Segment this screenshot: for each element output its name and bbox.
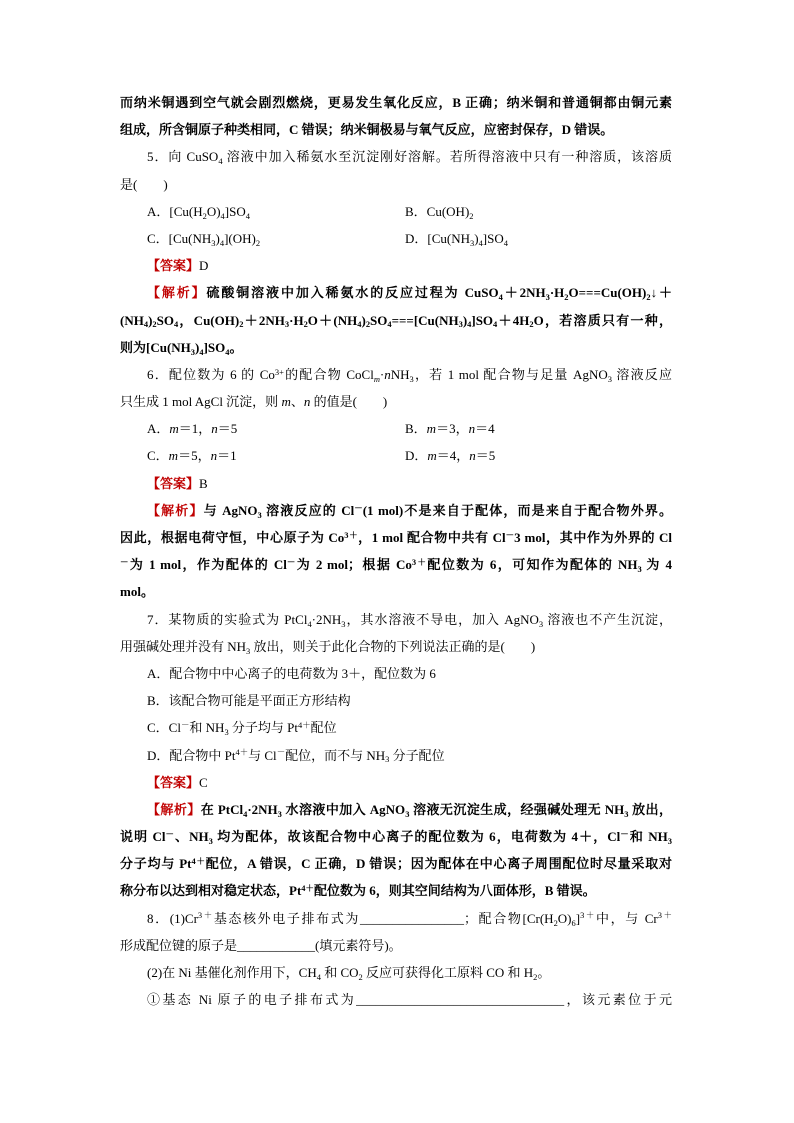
text-run: B: [199, 475, 208, 491]
subscript: 3: [211, 237, 216, 248]
text-run: 在 PtCl: [200, 801, 244, 817]
text-line: [120, 850, 672, 877]
text-run: 说明 Cl: [120, 829, 166, 845]
superscript: 4＋: [298, 720, 311, 731]
text-line: [120, 524, 672, 551]
subscript: 3: [458, 319, 463, 330]
text-run: ＝1，: [178, 421, 212, 437]
superscript: 3＋: [657, 910, 672, 921]
italic-variable: m: [169, 421, 179, 437]
question-stem: [120, 905, 672, 959]
text-line: [120, 252, 672, 279]
text-run: ＋2NH: [502, 285, 546, 301]
italic-variable: m: [168, 448, 179, 464]
text-run: 称分布以达到相对稳定状态，Pt: [120, 883, 302, 899]
text-run: 放出，则关于此化合物的下列说法正确的是( ): [250, 638, 536, 654]
superscript: 4＋: [191, 856, 206, 867]
italic-variable: n: [384, 366, 391, 382]
option-item: [147, 660, 436, 687]
text-run: 配位数为 6，则其空间结构为八面体形，B 错误。: [313, 883, 596, 899]
text-line: [120, 116, 672, 143]
text-run: (2)在 Ni 基催化剂作用下，CH: [147, 965, 317, 980]
superscript: －: [120, 556, 129, 567]
text-run: 、NH: [173, 829, 209, 845]
analysis-paragraph: [120, 796, 672, 905]
superscript: －: [620, 828, 629, 839]
text-run: (1 mol)不是来自于配体，而是来自于配合物外界。: [362, 502, 672, 518]
text-run: SO: [370, 312, 388, 328]
subscript: 3: [624, 808, 629, 819]
text-run: O===Cu(OH): [568, 285, 647, 301]
text-run: ＝4，: [436, 448, 470, 464]
subscript: 4: [173, 319, 179, 330]
text-run: ＝5，: [178, 448, 211, 464]
text-run: 分子均与 Pt: [228, 720, 298, 736]
text-line: [120, 932, 672, 959]
italic-variable: n: [468, 421, 476, 437]
option-list: [120, 660, 672, 769]
text-run: 组成，所含铜原子种类相同，C 错误；纳米铜极易与氧气反应，应密封保存，D 错误。: [120, 122, 614, 138]
text-run: ·H: [289, 312, 304, 328]
subscript: 4: [143, 319, 149, 330]
text-run: 和 NH: [189, 720, 225, 736]
superscript: 3＋: [580, 910, 596, 921]
option-row: [120, 198, 672, 225]
text-run: ): [462, 312, 468, 328]
text-run: 则为[Cu(NH: [120, 339, 191, 355]
analysis-paragraph: [120, 279, 672, 361]
text-run: ，其水溶液不导电，加入 AgNO: [345, 611, 539, 627]
text-line: [120, 497, 672, 524]
subscript: 2: [239, 319, 244, 330]
text-line: [120, 470, 672, 497]
subscript: 2: [365, 319, 371, 330]
subscript: 4: [493, 319, 498, 330]
text-run: ·: [379, 366, 385, 382]
option-list: [120, 198, 672, 252]
text-run: 为 4: [641, 557, 672, 573]
text-run: A．: [147, 421, 170, 437]
subscript: 2: [469, 210, 474, 221]
subscript: 4: [225, 346, 230, 357]
subscript: 3: [246, 645, 251, 656]
text-line: [120, 959, 672, 986]
option-row: [120, 225, 672, 252]
text-run: 反应可获得化工原料 CO 和 H: [362, 965, 534, 980]
subscript: 4: [467, 319, 472, 330]
text-run: ]: [575, 910, 581, 926]
subscript: 3: [224, 727, 229, 738]
text-run: 3 mol，其中作为外界的 Cl: [514, 530, 672, 545]
text-run: ＋2NH: [243, 312, 285, 328]
subscript: 4: [307, 618, 312, 629]
superscript: 4＋: [235, 747, 249, 758]
subscript: 2: [533, 971, 538, 982]
text-run: D．: [405, 448, 428, 464]
text-run: 基态核外电子排布式为________________；配合物[Cr(H: [213, 910, 554, 926]
subscript: 4: [498, 292, 503, 303]
subscript: 3: [409, 373, 414, 384]
subscript: 2: [202, 210, 207, 221]
text-run: 水溶液中加入 AgNO: [281, 801, 406, 817]
italic-variable: n: [211, 421, 218, 437]
text-run: ·2NH: [311, 611, 342, 627]
text-line: [120, 633, 672, 660]
subscript: 3: [607, 373, 612, 384]
text-run: ](OH): [224, 230, 256, 246]
option-item: [405, 198, 474, 225]
text-line: [120, 986, 672, 1013]
option-item: [147, 714, 337, 741]
option-item: [405, 442, 495, 469]
text-run: 形成配位键的原子是____________(填元素符号)。: [120, 937, 402, 953]
subscript: 3: [208, 836, 213, 847]
superscript: 3＋: [197, 910, 214, 921]
text-run: NH: [390, 366, 410, 382]
analysis-paragraph-continued: [120, 89, 672, 143]
text-run: 中，与 Cr: [595, 910, 658, 926]
italic-subscript: m: [373, 373, 380, 384]
text-run: D: [199, 258, 209, 274]
question-part: [120, 959, 672, 986]
text-run: ): [215, 230, 220, 246]
text-run: O): [206, 203, 221, 219]
question-stem: [120, 361, 672, 415]
text-run: C．: [147, 448, 169, 464]
document-page: [120, 89, 672, 1013]
option-item: [147, 415, 405, 442]
text-run: 放出，: [628, 801, 672, 817]
answer-line: [120, 769, 672, 796]
superscript: 3+: [274, 366, 284, 377]
analysis-label: 【解析】: [147, 801, 201, 817]
text-run: 溶液反应的 Cl: [261, 502, 355, 518]
text-run: ]SO: [471, 312, 494, 328]
text-run: 和 CO: [320, 965, 359, 980]
answer-label: 【答案】: [147, 475, 200, 491]
text-line: [120, 334, 672, 361]
text-line: [120, 143, 672, 170]
subscript: 4: [387, 319, 392, 330]
text-run: ＝4: [475, 421, 495, 437]
text-line: [120, 89, 672, 116]
subscript: 3: [284, 319, 290, 330]
text-run: 分子均与 Pt: [120, 856, 192, 872]
text-run: ①基态 Ni 原子的电子排布式为________________________________，该元素位于元: [147, 992, 672, 1008]
answer-label: 【答案】: [147, 774, 200, 790]
option-item: [147, 687, 351, 714]
text-line: [120, 796, 672, 823]
subscript: 3: [545, 292, 550, 303]
subscript: 6: [571, 917, 576, 928]
text-run: ＋4H: [497, 312, 530, 328]
text-run: 而纳米铜遇到空气就会剧烈燃烧，更易发生氧化反应，B 正确；纳米铜和普通铜都由铜元素: [120, 95, 672, 110]
text-run: ): [195, 339, 200, 355]
text-line: [120, 606, 672, 633]
option-item: [405, 225, 508, 252]
option-item: [147, 742, 445, 769]
text-run: D．[Cu(NH: [405, 230, 470, 246]
subscript: 2: [646, 292, 651, 303]
text-run: 6．配位数为 6 的 Co: [147, 366, 275, 382]
text-run: ): [361, 312, 366, 328]
text-run: 是( ): [120, 176, 168, 192]
option-item: [405, 415, 495, 442]
subscript: 2: [303, 319, 308, 330]
text-run: B．Cu(OH): [405, 203, 470, 219]
text-run: O＋(NH: [307, 312, 358, 328]
option-row: [120, 687, 672, 714]
text-run: 均为配体，故该配合物中心离子的配位数为 6，电荷数为 4＋，Cl: [212, 829, 621, 845]
analysis-paragraph: [120, 497, 672, 606]
text-run: ＝1: [217, 448, 237, 464]
subscript: 3: [190, 346, 195, 357]
subscript: 3: [341, 618, 346, 629]
subscript: 3: [405, 808, 410, 819]
text-run: 配位数为 6，可知作为配体的 NH: [427, 557, 638, 573]
analysis-label: 【解析】: [147, 502, 204, 518]
option-row: [120, 714, 672, 741]
superscript: －: [165, 828, 174, 839]
text-run: 溶液无沉淀生成，经强碱处理无 NH: [409, 801, 625, 817]
text-run: ↓＋: [650, 285, 672, 301]
superscript: －: [276, 747, 286, 758]
text-run: ]SO: [203, 339, 226, 355]
superscript: 3＋: [344, 529, 359, 540]
italic-variable: m: [281, 394, 291, 410]
subscript: 2: [255, 237, 261, 248]
option-item: [147, 198, 405, 225]
text-run: (NH: [120, 312, 144, 328]
text-run: 因此，根据电荷守恒，中心原子为 Co: [120, 530, 345, 545]
text-run: SO: [156, 312, 174, 328]
text-run: 。: [537, 965, 551, 980]
text-run: O): [557, 910, 572, 926]
text-line: [120, 361, 672, 388]
text-line: [120, 578, 672, 605]
subscript: 4: [245, 210, 250, 221]
text-run: 为 1 mol，作为配体的 Cl: [128, 557, 287, 573]
text-run: 8．(1)Cr: [147, 910, 198, 926]
text-run: ): [474, 230, 479, 246]
subscript: 4: [220, 210, 225, 221]
text-line: [120, 388, 672, 415]
subscript: 2: [564, 292, 569, 303]
superscript: 4＋: [301, 883, 314, 894]
subscript: 3: [538, 618, 544, 629]
option-list: [120, 415, 672, 469]
text-run: 为 2 mol；根据 Co: [295, 557, 412, 573]
answer-line: [120, 470, 672, 497]
question-stem: [120, 606, 672, 660]
text-run: ===[Cu(NH: [391, 312, 459, 328]
subscript: 4: [219, 237, 225, 248]
option-row: [120, 442, 672, 469]
text-run: 溶液反应: [611, 366, 672, 382]
text-run: C．Cl: [147, 720, 181, 736]
italic-variable: m: [427, 448, 437, 464]
text-line: [120, 769, 672, 796]
subscript: 3: [637, 564, 642, 575]
text-run: ·2NH: [247, 801, 278, 817]
text-run: 的配合物 CoCl: [283, 366, 374, 382]
italic-variable: m: [426, 421, 437, 437]
superscript: －: [286, 556, 296, 567]
subscript: 4: [357, 319, 362, 330]
subscript: 3: [257, 509, 262, 520]
text-line: [120, 279, 672, 306]
superscript: －: [505, 529, 515, 540]
text-run: mol。: [120, 584, 154, 600]
subscript: 4: [316, 971, 321, 982]
text-run: ]SO: [224, 203, 246, 219]
text-run: A．[Cu(H: [147, 203, 203, 219]
text-run: A．配合物中中心离子的电荷数为 3＋，配位数为 6: [147, 665, 436, 681]
text-run: 7．某物质的实验式为 PtCl: [147, 611, 308, 627]
text-run: 溶液也不产生沉淀，: [543, 611, 672, 627]
text-run: 配位，而不与 NH: [285, 747, 386, 763]
subscript: 2: [553, 917, 558, 928]
text-run: ，1 mol 配合物中共有 Cl: [358, 530, 506, 545]
text-line: [120, 551, 672, 578]
text-run: ＝5: [217, 421, 238, 437]
text-run: 5．向 CuSO: [147, 149, 219, 165]
text-line: [120, 307, 672, 334]
text-run: 分子配位: [389, 747, 445, 763]
text-run: ＝3，: [436, 421, 469, 437]
superscript: 3＋: [411, 556, 428, 567]
subscript: 3: [385, 754, 390, 765]
text-run: 和 NH: [628, 829, 668, 845]
italic-variable: n: [210, 448, 218, 464]
option-item: [147, 225, 405, 252]
text-run: D．配合物中 Pt: [147, 747, 236, 763]
text-run: ]SO: [482, 230, 504, 246]
text-run: 、: [290, 394, 304, 410]
text-run: O，若溶质只有一种，: [533, 312, 672, 328]
subscript: 3: [470, 237, 475, 248]
text-run: ，若 1 mol 配合物与足量 AgNO: [413, 366, 608, 382]
subscript: 3: [277, 808, 282, 819]
option-row: [120, 415, 672, 442]
text-run: ，Cu(OH): [178, 312, 240, 328]
text-line: [120, 171, 672, 198]
text-run: 只生成 1 mol AgCl 沉淀，则: [120, 394, 282, 410]
option-row: [120, 742, 672, 769]
text-run: 溶液中加入稀氨水至沉淀刚好溶解。若所得溶液中只有一种溶质，该溶质: [222, 149, 672, 165]
text-run: ·H: [549, 285, 565, 301]
question-part-continued: [120, 986, 672, 1013]
subscript: 4: [199, 346, 204, 357]
option-row: [120, 660, 672, 687]
subscript: 4: [503, 237, 508, 248]
text-run: 用强碱处理并没有 NH: [120, 638, 247, 654]
text-run: ＝5: [475, 448, 496, 464]
text-run: C: [199, 774, 208, 790]
text-run: B．该配合物可能是平面正方形结构: [147, 693, 351, 709]
subscript: 2: [152, 319, 157, 330]
text-run: 配位，A 错误，C 正确，D 错误；因为配体在中心离子周围配位时尽量采取对: [205, 856, 672, 872]
answer-line: [120, 252, 672, 279]
subscript: 2: [358, 971, 363, 982]
text-run: B．: [405, 421, 427, 437]
text-line: [120, 823, 672, 850]
text-run: 与 AgNO: [203, 502, 258, 518]
subscript: 4: [478, 237, 483, 248]
answer-label: 【答案】: [147, 258, 200, 274]
subscript: 4: [243, 808, 248, 819]
subscript: 3: [667, 836, 672, 847]
text-line: [120, 905, 672, 932]
text-run: 。: [229, 339, 243, 355]
italic-variable: n: [469, 448, 476, 464]
analysis-label: 【解析】: [147, 285, 207, 301]
superscript: －: [354, 502, 363, 513]
text-run: ): [148, 312, 153, 328]
option-item: [147, 442, 405, 469]
italic-variable: n: [303, 394, 311, 410]
text-run: 与 Cl: [248, 747, 277, 763]
text-run: C．[Cu(NH: [147, 230, 212, 246]
text-run: 配位: [310, 720, 337, 736]
subscript: 2: [529, 319, 534, 330]
text-run: 的值是( ): [310, 394, 388, 410]
text-line: [120, 877, 672, 904]
subscript: 4: [218, 156, 223, 167]
superscript: －: [180, 720, 190, 731]
question-stem: [120, 143, 672, 197]
text-run: 硫酸铜溶液中加入稀氨水的反应过程为 CuSO: [206, 285, 499, 301]
